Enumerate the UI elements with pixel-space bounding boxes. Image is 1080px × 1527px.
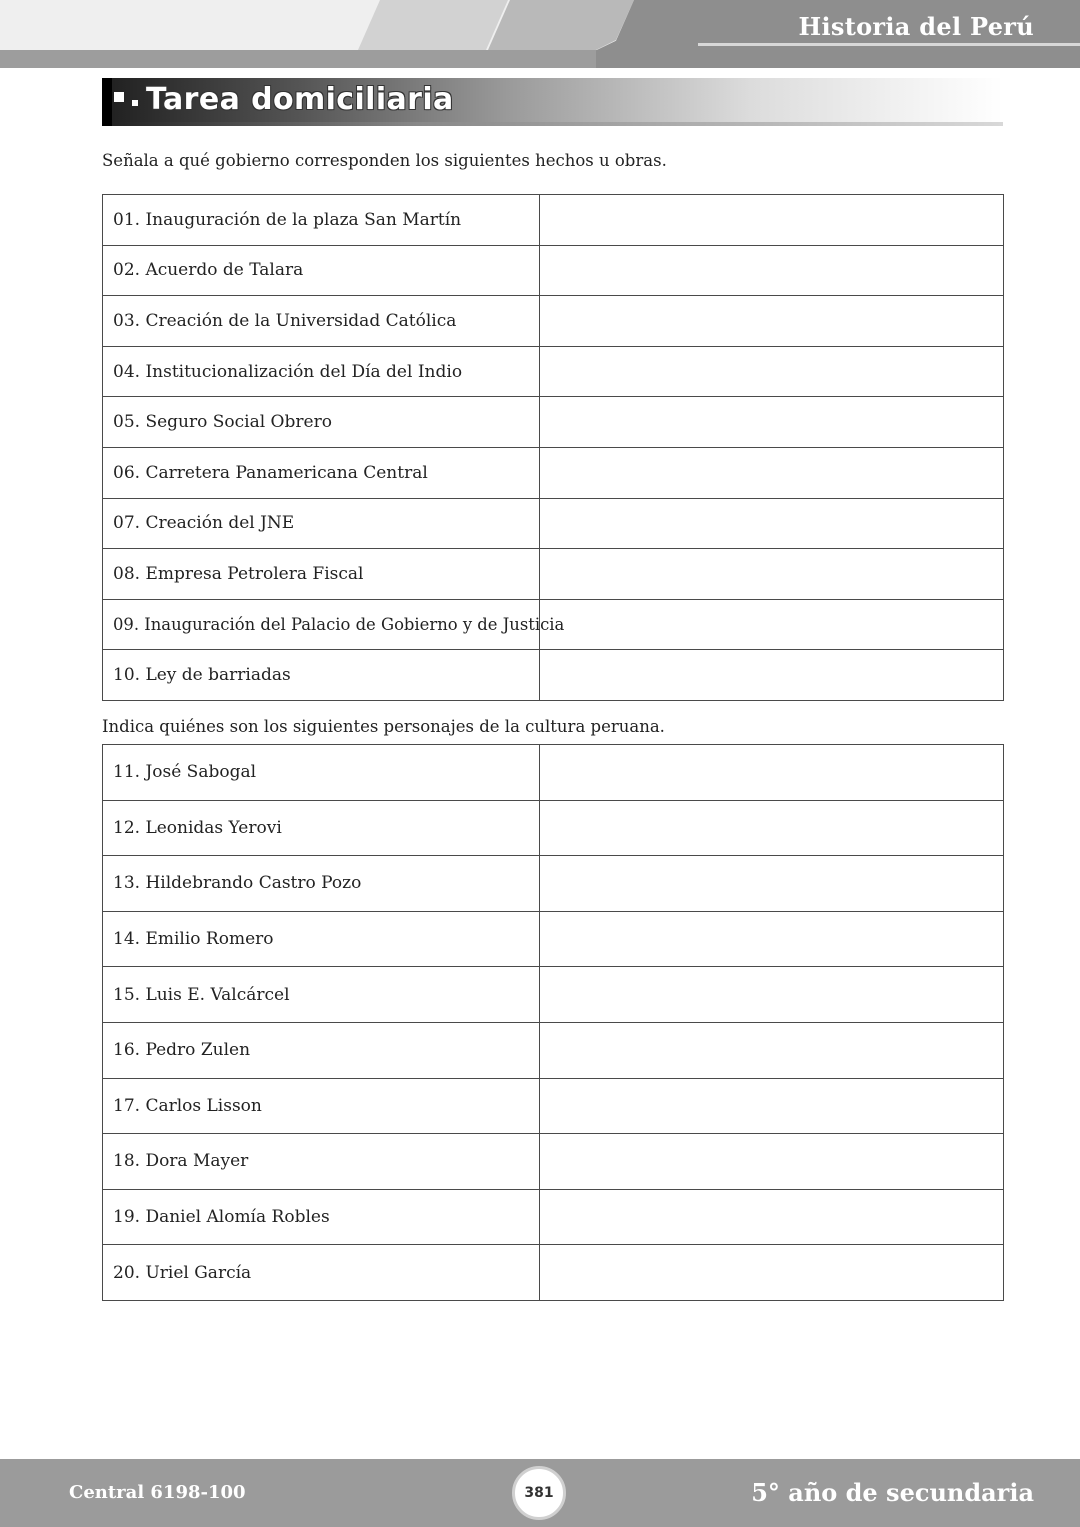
footer-grade: 5° año de secundaria (751, 1478, 1034, 1507)
page-header (0, 0, 1080, 68)
table-row (103, 1134, 1004, 1190)
table-row (103, 1189, 1004, 1245)
footer-phone: Central 6198-100 (69, 1482, 246, 1503)
header-rule (698, 43, 1080, 46)
table-row (103, 195, 1004, 246)
table-row (103, 911, 1004, 967)
question-label: 05. Seguro Social Obrero (103, 397, 540, 448)
answer-cell[interactable] (540, 397, 1004, 448)
answer-cell[interactable] (540, 1189, 1004, 1245)
table-row (103, 745, 1004, 801)
answer-cell[interactable] (540, 498, 1004, 549)
answer-cell[interactable] (540, 447, 1004, 498)
answer-cell[interactable] (540, 856, 1004, 912)
question-table-part2 (102, 744, 1004, 1301)
answer-cell[interactable] (540, 967, 1004, 1023)
question-label: 07. Creación del JNE (103, 498, 540, 549)
page-number-badge: 381 (512, 1466, 566, 1520)
question-label: 19. Daniel Alomía Robles (103, 1189, 540, 1245)
question-label: 09. Inauguración del Palacio de Gobierno y de Justicia (103, 599, 540, 650)
answer-cell[interactable] (540, 296, 1004, 347)
banner-underline (102, 122, 1003, 126)
table-row (103, 1245, 1004, 1301)
answer-cell[interactable] (540, 549, 1004, 600)
question-label: 13. Hildebrando Castro Pozo (103, 856, 540, 912)
question-label: 16. Pedro Zulen (103, 1022, 540, 1078)
question-label: 11. José Sabogal (103, 745, 540, 801)
banner-square-icon (114, 92, 124, 102)
table-row (103, 346, 1004, 397)
section-banner (102, 78, 1003, 126)
answer-cell[interactable] (540, 745, 1004, 801)
question-label: 14. Emilio Romero (103, 911, 540, 967)
answer-cell[interactable] (540, 599, 1004, 650)
question-label: 10. Ley de barriadas (103, 650, 540, 701)
question-table-part1 (102, 194, 1004, 701)
table-row (103, 498, 1004, 549)
table-row (103, 1078, 1004, 1134)
question-label: 08. Empresa Petrolera Fiscal (103, 549, 540, 600)
answer-cell[interactable] (540, 195, 1004, 246)
question-label: 01. Inauguración de la plaza San Martín (103, 195, 540, 246)
table-row (103, 1022, 1004, 1078)
question-label: 20. Uriel García (103, 1245, 540, 1301)
banner-corner-mark (102, 78, 112, 126)
question-label: 06. Carretera Panamericana Central (103, 447, 540, 498)
table-row (103, 650, 1004, 701)
table-row (103, 245, 1004, 296)
answer-cell[interactable] (540, 1134, 1004, 1190)
table-row (103, 967, 1004, 1023)
section-title: Tarea domiciliaria (146, 82, 454, 117)
table-row (103, 447, 1004, 498)
instruction-part1: Señala a qué gobierno corresponden los siguientes hechos u obras. (102, 151, 667, 170)
answer-cell[interactable] (540, 245, 1004, 296)
banner-square-icon (132, 100, 138, 106)
header-wedge (358, 0, 508, 50)
table-row (103, 800, 1004, 856)
question-label: 03. Creación de la Universidad Católica (103, 296, 540, 347)
table-row (103, 856, 1004, 912)
question-label: 17. Carlos Lisson (103, 1078, 540, 1134)
instruction-part2: Indica quiénes son los siguientes personajes de la cultura peruana. (102, 717, 665, 736)
table-row (103, 599, 1004, 650)
table-row (103, 549, 1004, 600)
page-footer (0, 1459, 1080, 1527)
question-label: 18. Dora Mayer (103, 1134, 540, 1190)
table-row (103, 296, 1004, 347)
question-label: 15. Luis E. Valcárcel (103, 967, 540, 1023)
answer-cell[interactable] (540, 1245, 1004, 1301)
answer-cell[interactable] (540, 800, 1004, 856)
answer-cell[interactable] (540, 911, 1004, 967)
answer-cell[interactable] (540, 1078, 1004, 1134)
answer-cell[interactable] (540, 1022, 1004, 1078)
header-title: Historia del Perú (798, 12, 1034, 41)
answer-cell[interactable] (540, 650, 1004, 701)
question-label: 04. Institucionalización del Día del Indio (103, 346, 540, 397)
question-label: 12. Leonidas Yerovi (103, 800, 540, 856)
answer-cell[interactable] (540, 346, 1004, 397)
question-label: 02. Acuerdo de Talara (103, 245, 540, 296)
table-row (103, 397, 1004, 448)
